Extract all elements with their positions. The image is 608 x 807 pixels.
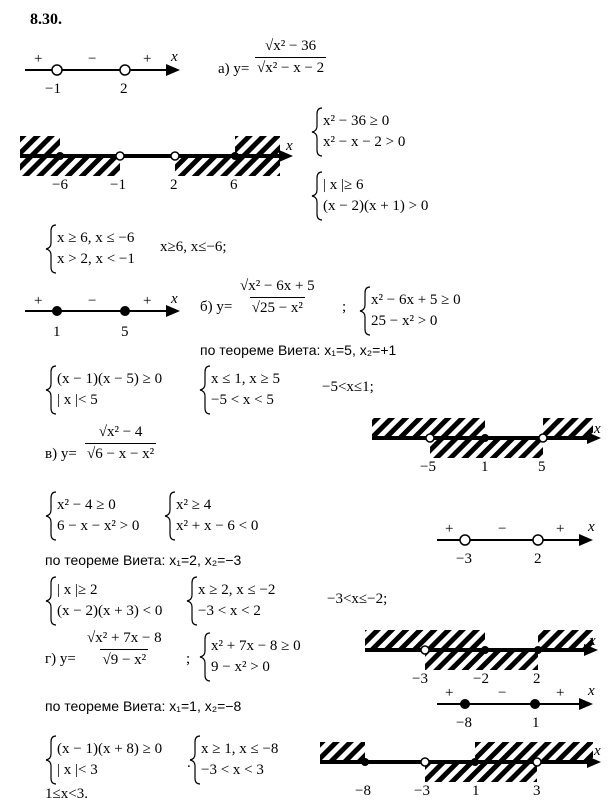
- shade-line-b: [372, 418, 601, 458]
- part-c-fraction: [85, 424, 156, 463]
- part-c-sys2-line2: x² + x − 6 < 0: [176, 518, 259, 534]
- sign-line-c: [437, 534, 593, 546]
- part-b-denominator: √25 − x²: [250, 297, 305, 317]
- part-b-sys3-line2: −5 < x < 5: [211, 392, 274, 408]
- part-c-sys1-line1: x² − 4 ≥ 0: [57, 497, 116, 513]
- sign-c-3: +: [556, 521, 565, 537]
- sign-line-d: [437, 698, 593, 710]
- tick-c-2: 2: [534, 551, 542, 567]
- sign-line-a: [25, 64, 180, 76]
- part-d-sys2-line2: | x |< 3: [57, 762, 98, 778]
- tick-d-1: −8: [456, 715, 472, 731]
- shade-line-d: [320, 742, 601, 782]
- shade-line-a: [20, 136, 293, 176]
- tick-b-1: 1: [53, 324, 61, 340]
- part-a-answer: x≥6, x≤−6;: [160, 239, 227, 255]
- axis-var-c2: x: [589, 633, 596, 649]
- part-d-vieta: по теореме Виета: x₁=1, x₂=−8: [45, 698, 242, 714]
- sign-a-3: +: [143, 51, 152, 67]
- part-c-system-1: [57, 495, 139, 537]
- shade-tick-a-1: −6: [52, 177, 68, 193]
- shade-line-c: [365, 630, 598, 670]
- part-d-numerator: √x² + 7x − 8: [87, 630, 162, 646]
- part-b-label: б) y=: [200, 299, 233, 315]
- part-c-system-2: [176, 495, 258, 537]
- shade-tick-a-4: 6: [230, 177, 238, 193]
- part-a-label: а) y=: [218, 61, 250, 77]
- part-a-system-3: [57, 228, 135, 270]
- sign-d-3: +: [556, 685, 565, 701]
- sign-c-1: +: [445, 521, 454, 537]
- tick-a-2: 2: [120, 81, 128, 97]
- sign-c-2: −: [498, 521, 507, 537]
- part-b-answer: −5<x≤1;: [322, 379, 374, 395]
- part-a-sys3-line1: x ≥ 6, x ≤ −6: [57, 230, 135, 246]
- sign-line-b: [25, 305, 180, 317]
- part-d-system-1: [211, 636, 301, 678]
- part-d-fraction: [85, 630, 164, 669]
- part-a-sys1-line1: x² − 36 ≥ 0: [323, 113, 390, 129]
- axis-var-b2: x: [594, 421, 601, 437]
- part-a-numerator: √x² − 36: [264, 38, 317, 54]
- part-c-system-3: [57, 580, 162, 622]
- part-d-sys3-line2: −3 < x < 3: [201, 762, 264, 778]
- sign-a-1: +: [34, 51, 43, 67]
- sign-a-2: −: [88, 51, 97, 67]
- part-a-sys1-line2: x² − x − 2 > 0: [323, 134, 406, 150]
- part-c-sys4-line1: x ≥ 2, x ≤ −2: [198, 582, 276, 598]
- shade-tick-b-1: −5: [420, 459, 436, 475]
- axis-var-b: x: [171, 291, 178, 307]
- sign-d-1: +: [445, 685, 454, 701]
- shade-tick-c-3: 2: [533, 671, 541, 687]
- part-a-sys3-line2: x > 2, x < −1: [57, 251, 135, 267]
- axis-var-c: x: [588, 519, 595, 535]
- part-d-denominator: √9 − x²: [100, 649, 148, 669]
- part-b-vieta: по теореме Виета: x₁=5, x₂=+1: [200, 342, 397, 358]
- part-c-sys3-line2: (x − 2)(x + 3) < 0: [57, 603, 163, 619]
- shade-tick-d-1: −8: [355, 783, 371, 799]
- part-d-system-2: [57, 739, 162, 781]
- part-a-fraction: [255, 38, 326, 77]
- part-d-label: г) y=: [45, 651, 76, 667]
- shade-tick-b-2: 1: [481, 459, 489, 475]
- part-d-semicolon: ;: [186, 651, 191, 667]
- part-a-sys2-line2: (x − 2)(x + 1) > 0: [323, 198, 429, 214]
- part-b-semicolon: ;: [342, 299, 347, 315]
- shade-tick-d-4: 3: [533, 783, 541, 799]
- tick-d-2: 1: [532, 715, 540, 731]
- sign-b-2: −: [88, 293, 97, 309]
- part-b-system-1: [371, 290, 461, 332]
- part-b-sys3-line1: x ≤ 1, x ≥ 5: [211, 371, 280, 387]
- axis-var-d2: x: [594, 743, 601, 759]
- part-c-sys3-line1: | x |≥ 2: [57, 582, 98, 598]
- shade-tick-c-2: −2: [473, 671, 489, 687]
- tick-c-1: −3: [456, 551, 472, 567]
- part-d-sys1-line1: x² + 7x − 8 ≥ 0: [211, 638, 301, 654]
- part-c-system-4: [198, 580, 275, 622]
- part-b-sys2-line2: | x |< 5: [57, 392, 98, 408]
- part-c-denominator: √6 − x − x²: [85, 443, 156, 463]
- part-c-label: в) y=: [45, 446, 77, 462]
- shade-tick-c-1: −3: [412, 671, 428, 687]
- shade-tick-a-3: 2: [170, 177, 178, 193]
- part-a-system-1: [323, 111, 405, 153]
- problem-number: 8.30.: [30, 11, 62, 28]
- part-c-answer: −3<x≤−2;: [327, 591, 388, 607]
- part-b-fraction: [238, 278, 317, 317]
- part-c-sys1-line2: 6 − x − x² > 0: [57, 518, 140, 534]
- part-a-system-2: [323, 175, 428, 217]
- part-c-vieta: по теореме Виета: x₁=2, x₂=−3: [45, 552, 242, 568]
- sign-b-1: +: [34, 293, 43, 309]
- part-b-system-2: [57, 369, 162, 411]
- part-c-sys2-line1: x² ≥ 4: [176, 497, 212, 513]
- axis-var-a2: x: [286, 138, 293, 154]
- part-d-sys1-line2: 9 − x² > 0: [211, 659, 270, 675]
- part-d-answer: 1≤x<3.: [45, 786, 88, 802]
- part-b-system-3: [211, 369, 280, 411]
- tick-b-2: 5: [121, 324, 129, 340]
- shade-tick-a-2: −1: [110, 177, 126, 193]
- shade-tick-d-3: 1: [472, 783, 480, 799]
- sign-b-3: +: [143, 293, 152, 309]
- part-d-sys2-line1: (x − 1)(x + 8) ≥ 0: [57, 741, 163, 757]
- part-b-numerator: √x² − 6x + 5: [240, 278, 315, 294]
- part-c-sys4-line2: −3 < x < 2: [198, 603, 261, 619]
- part-a-sys2-line1: | x |≥ 6: [323, 177, 364, 193]
- sign-d-2: −: [498, 685, 507, 701]
- shade-tick-b-3: 5: [538, 459, 546, 475]
- part-b-sys1-line1: x² − 6x + 5 ≥ 0: [371, 292, 461, 308]
- part-d-sys3-line1: x ≥ 1, x ≤ −8: [201, 741, 279, 757]
- part-c-numerator: √x² − 4: [98, 424, 143, 440]
- tick-a-1: −1: [45, 81, 61, 97]
- shade-tick-d-2: −3: [414, 783, 430, 799]
- part-d-dot: .: [187, 755, 191, 771]
- part-b-sys1-line2: 25 − x² > 0: [371, 313, 438, 329]
- axis-var-a: x: [171, 49, 178, 65]
- part-a-denominator: √x² − x − 2: [255, 57, 326, 77]
- axis-var-d: x: [588, 683, 595, 699]
- part-b-sys2-line1: (x − 1)(x − 5) ≥ 0: [57, 371, 163, 387]
- part-d-system-3: [201, 739, 278, 781]
